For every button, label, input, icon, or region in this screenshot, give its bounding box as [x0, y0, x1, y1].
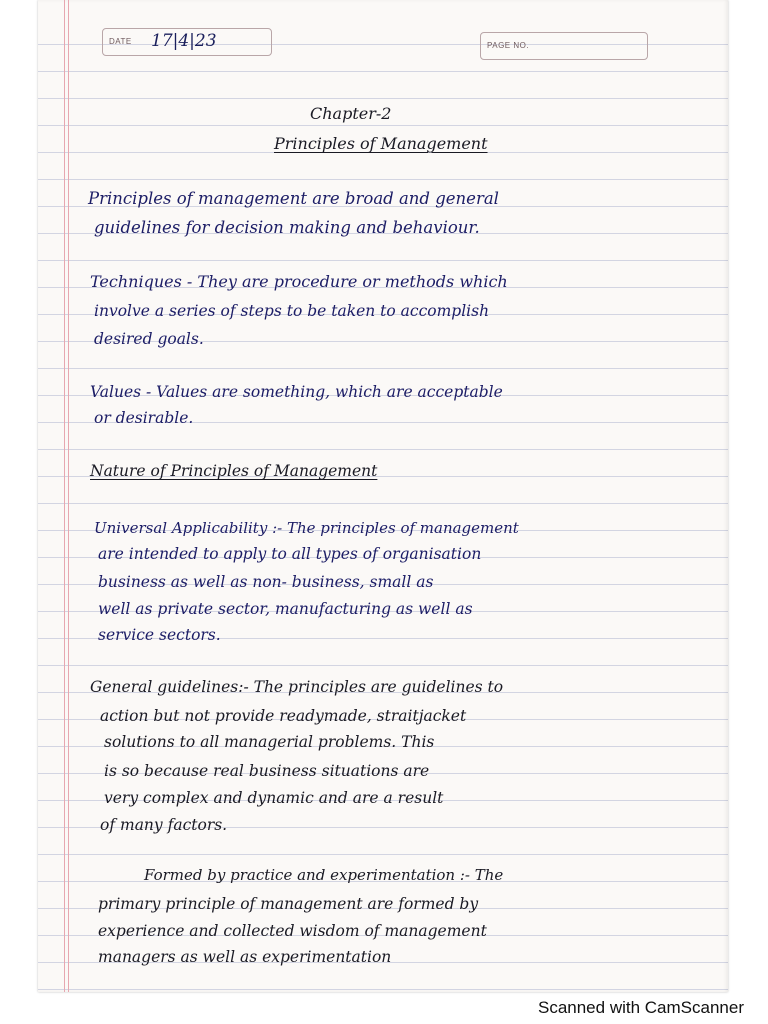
text-line: Values - Values are something, which are acceptable	[90, 383, 503, 401]
chapter-heading: Chapter-2	[310, 104, 392, 123]
margin-line-outer	[64, 0, 65, 992]
text-line: of many factors.	[100, 816, 228, 834]
text-line: Techniques - They are procedure or methods which	[90, 272, 508, 291]
text-line: desired goals.	[94, 330, 204, 348]
page-number-label: PAGE NO.	[487, 41, 530, 50]
text-line: guidelines for decision making and behaviour.	[94, 218, 480, 237]
margin-line-inner	[68, 0, 69, 992]
text-line: Formed by practice and experimentation :- The	[144, 866, 504, 884]
text-line: is so because real business situations are	[104, 762, 430, 780]
section-heading: Nature of Principles of Management	[90, 462, 378, 480]
text-line: action but not provide readymade, straitjacket	[100, 707, 467, 725]
text-line: involve a series of steps to be taken to accomplish	[94, 302, 490, 320]
text-line: solutions to all managerial problems. This	[104, 733, 435, 751]
text-line: well as private sector, manufacturing as well as	[98, 600, 473, 618]
text-line: very complex and dynamic and are a result	[104, 789, 444, 807]
chapter-title: Principles of Management	[274, 134, 488, 153]
date-value: 17|4|23	[151, 31, 217, 51]
text-line: or desirable.	[94, 409, 194, 427]
page-number-box	[480, 32, 648, 60]
text-line: business as well as non- business, small as	[98, 573, 434, 591]
text-line: service sectors.	[98, 626, 221, 644]
notebook-page	[38, 0, 728, 992]
text-line: Principles of management are broad and general	[88, 189, 499, 208]
text-line: Universal Applicability :- The principles of management	[94, 519, 519, 537]
date-box	[102, 28, 272, 56]
text-line: primary principle of management are formed by	[98, 895, 479, 913]
camscanner-watermark: Scanned with CamScanner	[537, 998, 744, 1017]
text-line: experience and collected wisdom of management	[98, 922, 487, 940]
text-line: General guidelines:- The principles are guidelines to	[90, 678, 504, 696]
text-line: are intended to apply to all types of organisation	[98, 545, 482, 563]
date-label: DATE	[109, 37, 132, 46]
text-line: managers as well as experimentation	[98, 948, 392, 966]
